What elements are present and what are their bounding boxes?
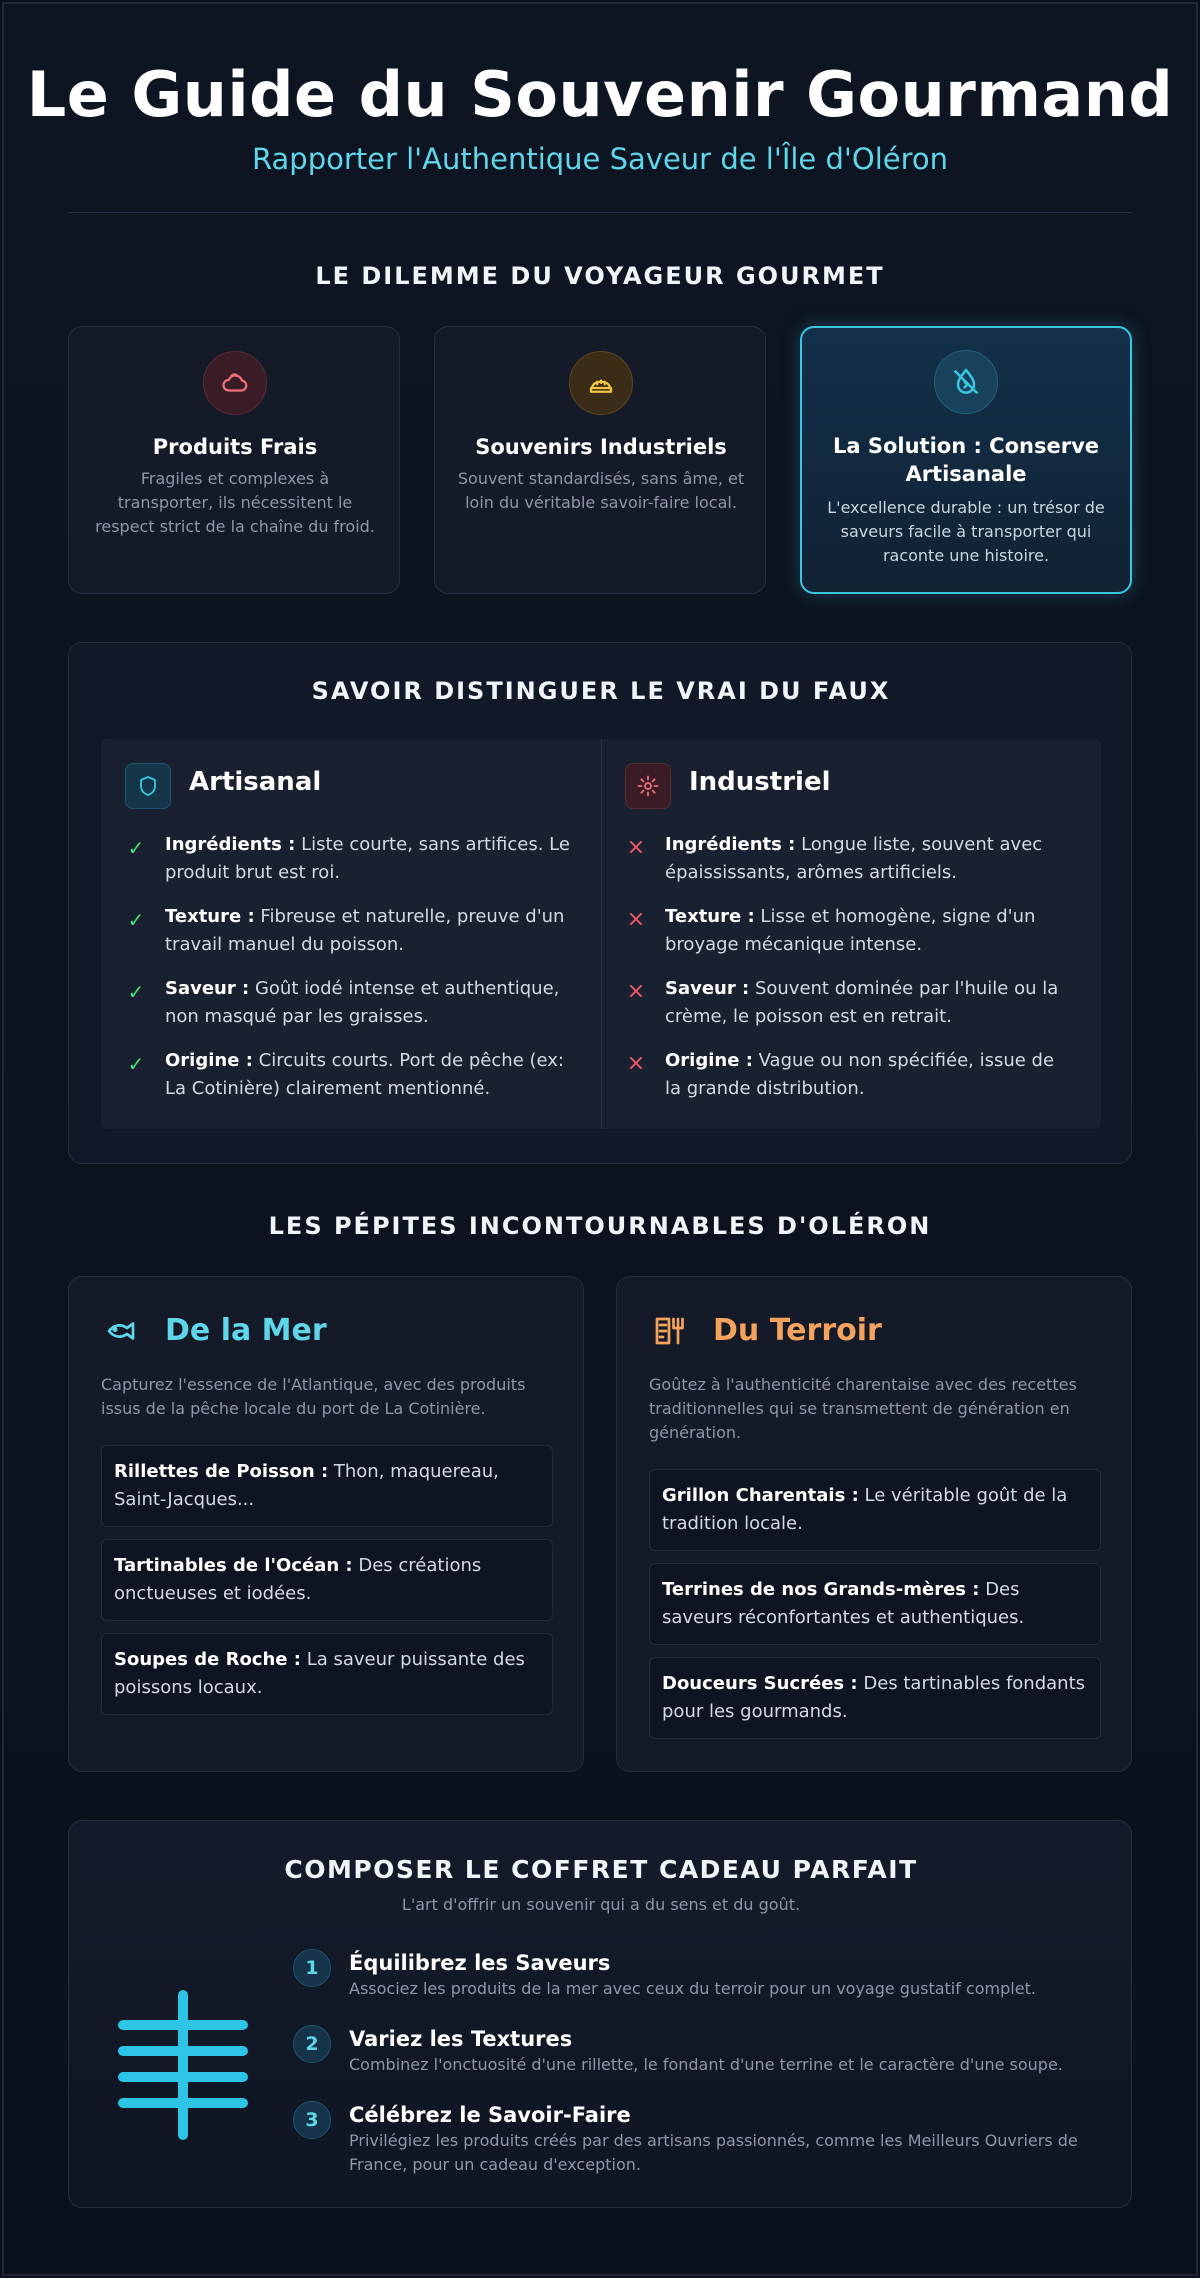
- step-title: Équilibrez les Saveurs: [349, 1951, 611, 1975]
- cross-icon: ×: [626, 979, 646, 1004]
- cross-icon: ×: [626, 1051, 646, 1076]
- mer-item: Rillettes de Poisson : Thon, maquereau, Saint-Jacques...: [101, 1445, 553, 1527]
- terroir-description: Goûtez à l'authenticité charentaise avec des recettes traditionnelles qui se transmettent de génération en génération.: [649, 1375, 1077, 1442]
- cloud-icon: [203, 351, 267, 415]
- chef-icon: [651, 1313, 687, 1349]
- step-text: Associez les produits de la mer avec ceux du terroir pour un voyage gustatif complet.: [349, 1979, 1036, 1998]
- mer-item: Soupes de Roche : La saveur puissante des poissons locaux.: [101, 1633, 553, 1715]
- mer-label: De la Mer: [165, 1313, 327, 1348]
- terroir-item: Grillon Charentais : Le véritable goût de la tradition locale.: [649, 1469, 1101, 1551]
- dilemma-heading: LE DILEMME DU VOYAGEUR GOURMET: [315, 262, 885, 290]
- fishbone-icon: [113, 1987, 253, 2143]
- card-text: L'excellence durable : un trésor de saveurs facile à transporter qui raconte une histoire.: [827, 498, 1105, 565]
- compare-divider: [601, 739, 602, 1129]
- industriel-item: Origine : Vague ou non spécifiée, issue de la grande distribution.: [665, 1050, 1055, 1099]
- card-title: Souvenirs Industriels: [475, 435, 727, 459]
- step-number: 3: [293, 2101, 331, 2139]
- no-drop-icon: [934, 350, 998, 414]
- card-souvenirs-industriels: [434, 326, 766, 594]
- compare-panel: [68, 642, 1132, 1164]
- check-icon: ✓: [127, 836, 145, 860]
- terroir-label: Du Terroir: [713, 1313, 882, 1348]
- artisanal-item: Texture : Fibreuse et naturelle, preuve d'un travail manuel du poisson.: [165, 906, 565, 955]
- terroir-item: Terrines de nos Grands-mères : Des saveurs réconfortantes et authentiques.: [649, 1563, 1101, 1645]
- artisanal-item: Origine : Circuits courts. Port de pêche (ex: La Cotinière) clairement mentionné.: [165, 1050, 564, 1099]
- artisanal-item: Ingrédients : Liste courte, sans artifices. Le produit brut est roi.: [165, 834, 570, 883]
- factory-icon: [569, 351, 633, 415]
- pepites-heading: LES PÉPITES INCONTOURNABLES D'OLÉRON: [268, 1212, 932, 1240]
- card-title: Produits Frais: [152, 435, 318, 459]
- card-text: Souvent standardisés, sans âme, et loin du véritable savoir-faire local.: [457, 469, 745, 512]
- shield-icon: [125, 763, 171, 809]
- industriel-item: Texture : Lisse et homogène, signe d'un broyage mécanique intense.: [665, 906, 1036, 955]
- page-subtitle: Rapporter l'Authentique Saveur de l'Île d'Oléron: [252, 142, 948, 176]
- cross-icon: ×: [626, 835, 646, 860]
- step-title: Célébrez le Savoir-Faire: [349, 2103, 631, 2127]
- card-text: Fragiles et complexes à transporter, ils nécessitent le respect strict de la chaîne du froid.: [95, 469, 375, 536]
- coffret-subtitle: L'art d'offrir un souvenir qui a du sens et du goût.: [401, 1895, 801, 1914]
- step-text: Combinez l'onctuosité d'une rillette, le fondant d'une terrine et le caractère d'une soupe.: [349, 2055, 1063, 2074]
- step-text: Privilégiez les produits créés par des artisans passionnés, comme les Meilleurs Ouvriers de France, pour un cadeau d'exception.: [349, 2131, 1078, 2174]
- mer-item: Tartinables de l'Océan : Des créations onctueuses et iodées.: [101, 1539, 553, 1621]
- terroir-item: Douceurs Sucrées : Des tartinables fondants pour les gourmands.: [649, 1657, 1101, 1739]
- coffret-heading: COMPOSER LE COFFRET CADEAU PARFAIT: [284, 1855, 918, 1884]
- card-title: La Solution : Conserve Artisanale: [832, 434, 1100, 486]
- artisanal-label: Artisanal: [189, 767, 322, 797]
- industriel-item: Saveur : Souvent dominée par l'huile ou la crème, le poisson est en retrait.: [665, 978, 1059, 1027]
- card-de-la-mer: [68, 1276, 584, 1772]
- check-icon: ✓: [127, 980, 145, 1004]
- industriel-label: Industriel: [689, 767, 831, 797]
- compare-heading: SAVOIR DISTINGUER LE VRAI DU FAUX: [311, 677, 891, 705]
- compare-table: [101, 739, 1101, 1129]
- step-number: 2: [293, 2025, 331, 2063]
- card-produits-frais: [68, 326, 400, 594]
- artisanal-item: Saveur : Goût iodé intense et authentique, non masqué par les graisses.: [165, 978, 560, 1027]
- industriel-item: Ingrédients : Longue liste, souvent avec épaississants, arômes artificiels.: [665, 834, 1043, 883]
- cog-icon: [625, 763, 671, 809]
- page-title: Le Guide du Souvenir Gourmand: [26, 58, 1174, 131]
- card-solution-conserve: [800, 326, 1132, 594]
- check-icon: ✓: [127, 908, 145, 932]
- step-number: 1: [293, 1949, 331, 1987]
- cross-icon: ×: [626, 907, 646, 932]
- step-title: Variez les Textures: [349, 2027, 573, 2051]
- mer-description: Capturez l'essence de l'Atlantique, avec des produits issus de la pêche locale du port de La Cotinière.: [101, 1375, 526, 1418]
- card-du-terroir: [616, 1276, 1132, 1772]
- fish-icon: [103, 1313, 139, 1349]
- check-icon: ✓: [127, 1052, 145, 1076]
- header-divider: [68, 212, 1132, 213]
- coffret-panel: [68, 1820, 1132, 2208]
